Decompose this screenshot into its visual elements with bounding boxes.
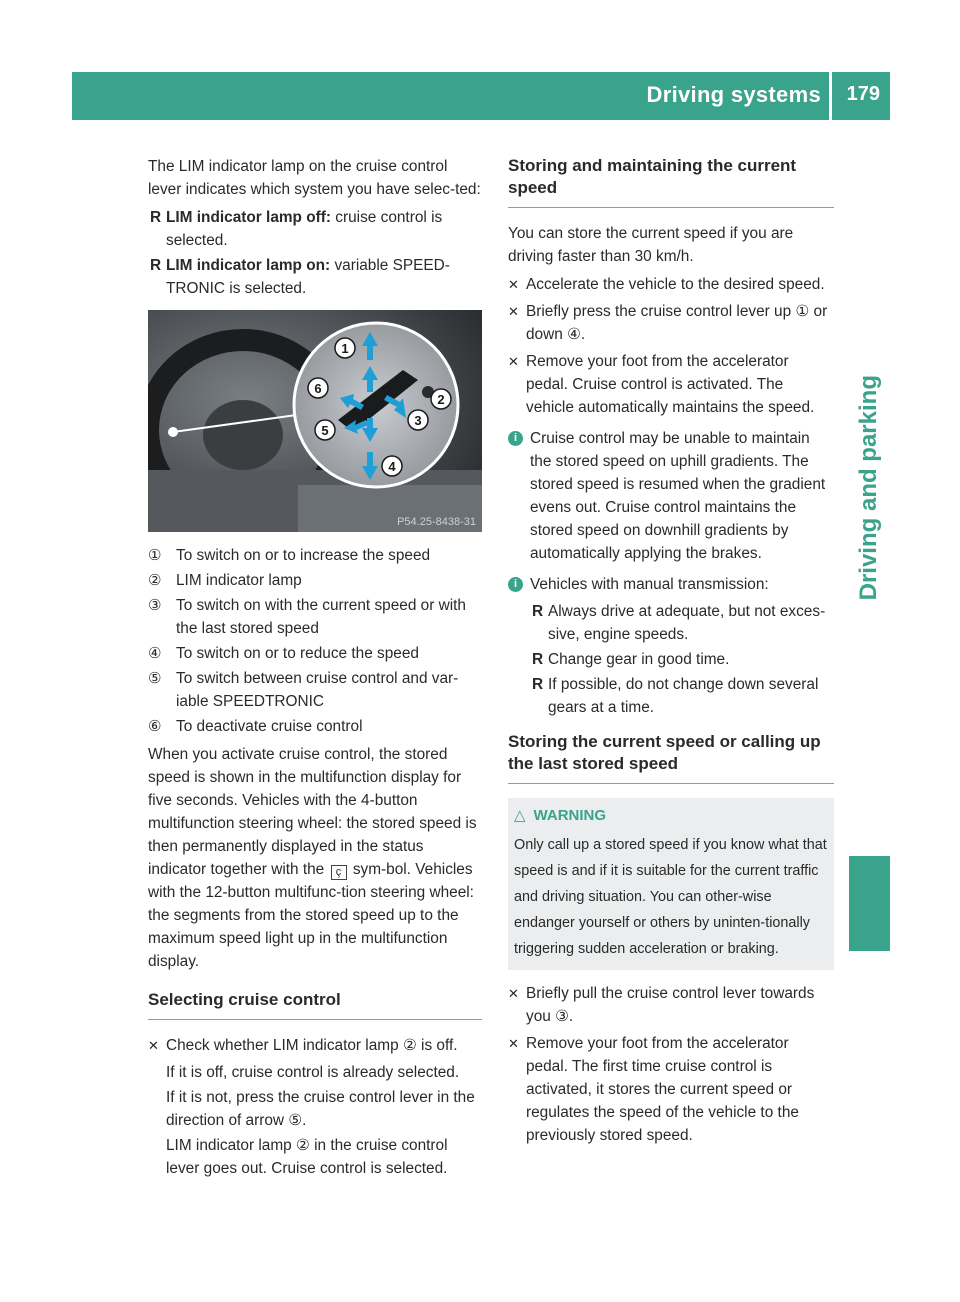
legend-item [148, 544, 482, 567]
side-tab [849, 120, 890, 1217]
step-text: Remove your foot from the accelerator pedal. Cruise control is activated. The vehicle automatically maintains the speed. [526, 353, 815, 416]
legend-text: To switch on with the current speed or with the last stored speed [176, 597, 466, 637]
warning-text: Only call up a stored speed if you know what that speed is and if it is suitable for the current traffic and driving situation. You can other-wise endanger yourself or others by uninten-tionally triggering sudden acceleration or braking. [514, 837, 827, 957]
bullet-r-icon: R [532, 676, 544, 693]
left-column [148, 155, 482, 1185]
warning-box [508, 798, 834, 970]
manual-bullet [508, 648, 834, 671]
legend-mark: ① [148, 547, 162, 564]
lamp-item-label: LIM indicator lamp on: [166, 257, 331, 274]
select-line: LIM indicator lamp ② in the cruise control lever goes out. Cruise control is selected. [166, 1137, 448, 1177]
store-step [508, 273, 834, 296]
info-icon: i [508, 431, 523, 446]
paragraph-text: When you activate cruise control, the stored speed is shown in the multifunction display for five seconds. Vehicles with the 4-button multifunction steering wheel: the stored speed is then permanently displayed in the status indicator together with the [148, 746, 477, 878]
lamp-item-label: LIM indicator lamp off: [166, 209, 332, 226]
warning-triangle-icon: △ [514, 807, 526, 824]
bullet-text: If possible, do not change down several gears at a time. [548, 676, 819, 716]
legend-text: To switch on or to increase the speed [176, 547, 431, 564]
step-text: Briefly pull the cruise control lever towards you ③. [526, 985, 815, 1025]
lamp-item-text: cruise control is selected. [166, 209, 443, 249]
bullet-r-icon: R [150, 209, 162, 226]
lamp-item-off [148, 206, 482, 252]
paragraph-text-tail: sym-bol. Vehicles with the 12-button multifunc-tion steering wheel: the segments from the stored speed up to the maximum speed light up in the multifunction display. [148, 861, 474, 970]
info-note [508, 427, 834, 565]
step-text: Remove your foot from the accelerator pedal. The first time cruise control is activated, it stores the current speed or regulates the speed of the vehicle to the previously stored speed. [526, 1035, 799, 1144]
step-text: Accelerate the vehicle to the desired speed. [526, 276, 825, 293]
side-tab-label: Driving and parking [855, 375, 882, 601]
header-divider [829, 72, 832, 120]
legend-mark: ⑤ [148, 670, 162, 687]
info-text: Cruise control may be unable to maintain the stored speed on uphill gradients. The stored speed is resumed when the gradient evens out. Cruise control maintains the stored speed on downhill gradients by automatically applying the brakes. [530, 430, 826, 562]
manual-bullet [508, 600, 834, 646]
arrow-step-icon: ✕ [508, 1036, 519, 1051]
figure-code: P54.25-8438-31 [397, 516, 476, 528]
legend-item [148, 594, 482, 640]
arrow-step-icon: ✕ [508, 304, 519, 319]
info-note [508, 573, 834, 596]
legend-text: To switch between cruise control and var-iable SPEEDTRONIC [176, 670, 459, 710]
legend-text: LIM indicator lamp [176, 572, 302, 589]
legend-item [148, 667, 482, 713]
manual-bullet [508, 673, 834, 719]
heading-storing-calling-up: Storing the current speed or calling up the last stored speed [508, 731, 834, 784]
legend-mark: ③ [148, 597, 162, 614]
callout-4: 4 [388, 459, 396, 474]
legend-item [148, 715, 482, 738]
info-text: Vehicles with manual transmission: [530, 576, 769, 593]
cockpit-illustration [148, 310, 482, 532]
select-line: If it is off, cruise control is already selected. [166, 1064, 460, 1081]
heading-storing-maintaining: Storing and maintaining the current speed [508, 155, 834, 208]
callout-2: 2 [437, 392, 445, 407]
info-icon: i [508, 577, 523, 592]
heading-selecting-cruise-control: Selecting cruise control [148, 989, 482, 1020]
callout-3: 3 [414, 413, 422, 428]
store-step [508, 350, 834, 419]
warning-title [514, 806, 828, 826]
step-text: Briefly press the cruise control lever up ① or down ④. [526, 303, 828, 343]
bullet-r-icon: R [532, 651, 544, 668]
side-tab-marker [849, 856, 890, 951]
legend-text: To switch on or to reduce the speed [176, 645, 419, 662]
arrow-step-icon: ✕ [508, 354, 519, 369]
arrow-step-icon: ✕ [508, 277, 519, 292]
legend-text: To deactivate cruise control [176, 718, 363, 735]
step-text: Check whether LIM indicator lamp ② is off. [166, 1037, 458, 1054]
bullet-text: Change gear in good time. [548, 651, 730, 668]
legend-item [148, 569, 482, 592]
bullet-r-icon: R [532, 603, 544, 620]
intro-text: The LIM indicator lamp on the cruise control lever indicates which system you have selec-ted: [148, 158, 481, 198]
cruise-control-figure [148, 310, 482, 532]
lamp-item-on [148, 254, 482, 300]
callout-5: 5 [321, 423, 329, 438]
legend-mark: ④ [148, 645, 162, 662]
recall-step [508, 1032, 834, 1147]
select-step [148, 1034, 482, 1057]
right-column [508, 155, 834, 1151]
legend-mark: ② [148, 572, 162, 589]
select-line: If it is not, press the cruise control lever in the direction of arrow ⑤. [166, 1089, 475, 1129]
section-title: Driving systems [646, 82, 821, 107]
callout-6: 6 [314, 381, 322, 396]
arrow-step-icon: ✕ [508, 986, 519, 1001]
store-step [508, 300, 834, 346]
recall-step [508, 982, 834, 1028]
bullet-text: Always drive at adequate, but not exces-sive, engine speeds. [548, 603, 826, 643]
bullet-r-icon: R [150, 257, 162, 274]
stored-speed-paragraph [148, 743, 482, 973]
header-bar [72, 72, 890, 120]
arrow-step-icon: ✕ [148, 1038, 159, 1053]
legend-item [148, 642, 482, 665]
callout-1: 1 [341, 341, 349, 356]
legend-mark: ⑥ [148, 718, 162, 735]
store-intro: You can store the current speed if you are driving faster than 30 km/h. [508, 225, 794, 265]
lamp-item-text: variable SPEED-TRONIC is selected. [166, 257, 450, 297]
page-number: 179 [846, 83, 880, 105]
cruise-symbol-icon: ç [331, 865, 347, 880]
warning-title-text: WARNING [533, 807, 607, 824]
